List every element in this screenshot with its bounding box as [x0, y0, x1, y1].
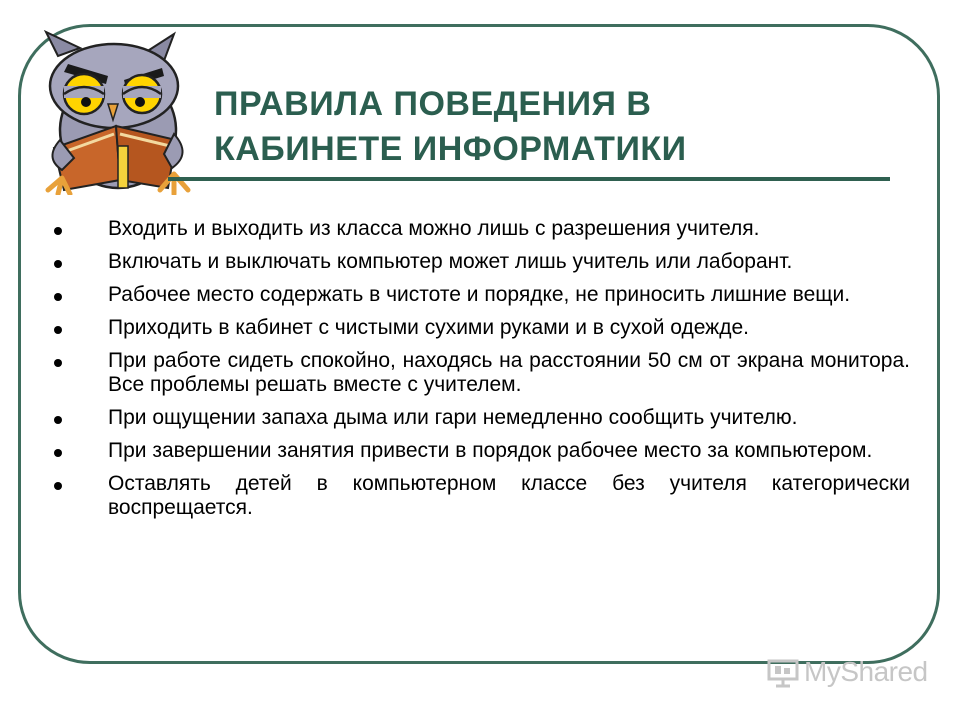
list-item: [46, 217, 910, 241]
rule-text: Оставлять детей в компьютерном классе без учителя категорически воспрещается.: [108, 472, 910, 519]
bullet-icon: [54, 260, 62, 268]
title-line-2: КАБИНЕТЕ ИНФОРМАТИКИ: [214, 130, 687, 168]
watermark-text: MyShared: [804, 656, 928, 687]
presentation-board-icon: [766, 658, 800, 688]
bullet-icon: [54, 293, 62, 301]
bullet-icon: [54, 482, 62, 490]
list-item: [46, 283, 910, 307]
rule-text: Рабочее место содержать в чистоте и порядке, не приносить лишние вещи.: [108, 283, 851, 306]
rules-list: [46, 217, 910, 529]
list-item: [46, 316, 910, 340]
list-item: [46, 472, 910, 520]
bullet-icon: [54, 326, 62, 334]
rule-text: Приходить в кабинет с чистыми сухими руками и в сухой одежде.: [108, 316, 749, 339]
owl-reading-book-icon: [34, 30, 204, 195]
rule-text: Включать и выключать компьютер может лишь учитель или лаборант.: [108, 250, 793, 273]
rule-text: При работе сидеть спокойно, находясь на расстоянии 50 см от экрана монитора. Все проблемы решать вместе с учителем.: [108, 349, 910, 396]
bullet-icon: [54, 359, 62, 367]
bullet-icon: [54, 449, 62, 457]
bullet-icon: [54, 416, 62, 424]
rule-text: При завершении занятия привести в порядок рабочее место за компьютером.: [108, 439, 873, 462]
list-item: [46, 250, 910, 274]
title-line-1: ПРАВИЛА ПОВЕДЕНИЯ В: [214, 85, 652, 123]
bullet-icon: [54, 227, 62, 235]
rule-text: При ощущении запаха дыма или гари немедленно сообщить учителю.: [108, 406, 798, 429]
slide-title: [214, 82, 894, 172]
list-item: [46, 349, 910, 397]
rule-text: Входить и выходить из класса можно лишь с разрешения учителя.: [108, 217, 760, 240]
title-underline: [168, 177, 890, 181]
list-item: [46, 439, 910, 463]
list-item: [46, 406, 910, 430]
